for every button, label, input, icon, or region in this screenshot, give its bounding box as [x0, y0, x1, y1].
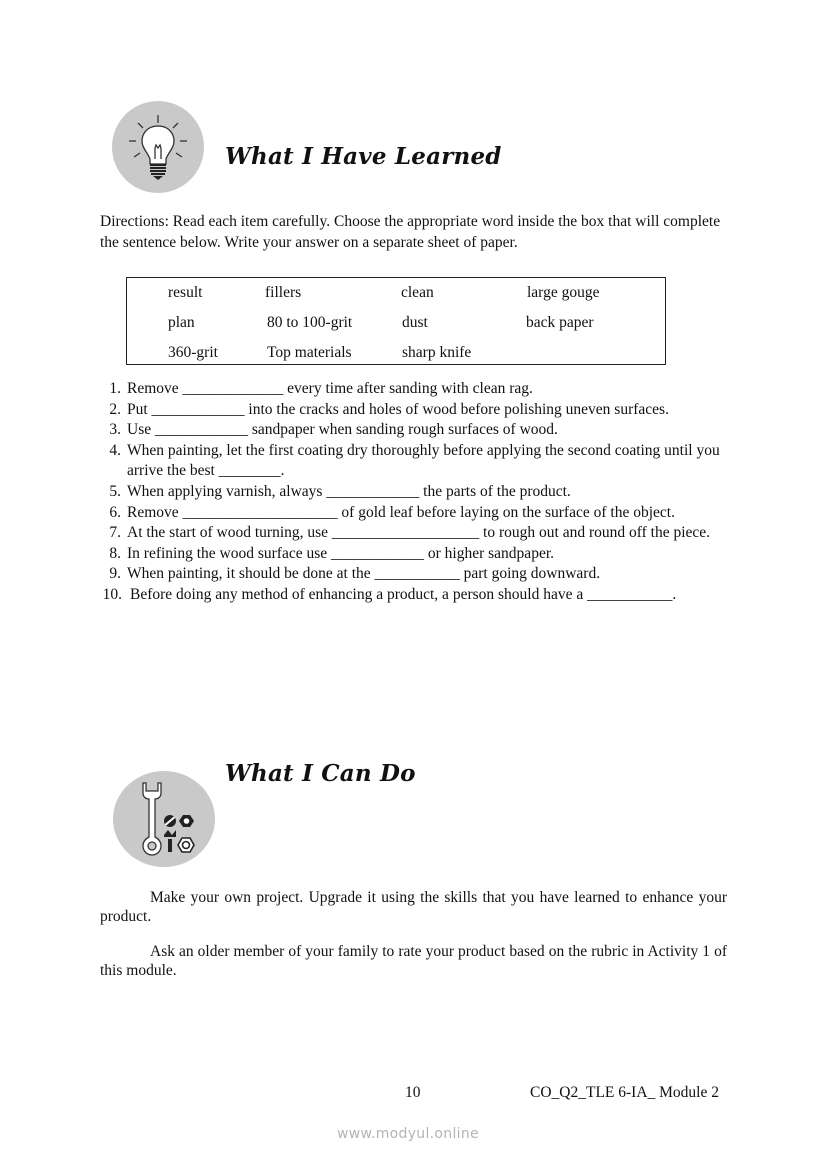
list-item: 5. When applying varnish, always ____________ the parts of the product.: [109, 482, 571, 500]
lightbulb-icon-badge: [112, 101, 204, 193]
word-choice: Top materials: [267, 344, 352, 361]
word-choice-box: [126, 277, 666, 365]
module-code: CO_Q2_TLE 6-IA_ Module 2: [530, 1084, 719, 1101]
directions-text: Directions: Read each item carefully. Choose the appropriate word inside the box that will complete the sentence below. Write your answer on a separate sheet of paper.: [100, 213, 721, 251]
watermark-link[interactable]: www.modyul.online: [337, 1126, 479, 1142]
item-text: When painting, it should be done at the ___________ part going downward.: [127, 565, 601, 583]
word-choice: 360-grit: [168, 344, 218, 361]
word-choice: clean: [401, 284, 434, 301]
lightbulb-icon: [112, 101, 204, 193]
word-choice: fillers: [265, 284, 302, 301]
list-item: 8. In refining the wood surface use ____________ or higher sandpaper.: [109, 544, 554, 562]
list-item: 9. When painting, it should be done at the ___________ part going downward.: [109, 565, 601, 583]
list-item: 3. Use ____________ sandpaper when sanding rough surfaces of wood.: [109, 421, 558, 439]
list-item: 7. At the start of wood turning, use ___________________ to rough out and round off the piece.: [109, 524, 711, 542]
word-choice: large gouge: [527, 284, 600, 301]
word-choice: dust: [402, 314, 428, 331]
activity-paragraph: Make your own project. Upgrade it using the skills that you have learned to enhance your product.: [100, 889, 727, 925]
item-text: Use ____________ sandpaper when sanding rough surfaces of wood.: [127, 421, 558, 439]
item-text: Remove _____________ every time after sanding with clean rag.: [127, 380, 533, 397]
item-text: When painting, let the first coating dry thoroughly before applying the second coating until you arrive the best ________.: [127, 441, 720, 480]
word-choice: back paper: [526, 314, 594, 331]
section-title-what-i-can-do: What I Can Do: [225, 760, 416, 787]
item-text: Before doing any method of enhancing a product, a person should have a ___________.: [130, 585, 677, 603]
item-text: Put ____________ into the cracks and holes of wood before polishing uneven surfaces.: [127, 400, 669, 418]
list-item: 6. Remove ____________________ of gold leaf before laying on the surface of the object.: [109, 503, 675, 521]
wrench-and-bolts-icon: [113, 771, 215, 867]
list-item: 1. Remove _____________ every time after sanding with clean rag.: [109, 380, 533, 397]
section-title-what-i-have-learned: What I Have Learned: [225, 143, 502, 170]
list-item: 10. Before doing any method of enhancing a product, a person should have a ___________.: [102, 585, 677, 603]
item-text: When applying varnish, always ____________ the parts of the product.: [127, 482, 571, 500]
list-item: 4. When painting, let the first coating dry thoroughly before applying the second coating until you arrive the best ________.: [109, 441, 720, 480]
word-choice: result: [168, 284, 203, 301]
word-choice: sharp knife: [402, 344, 472, 361]
fill-in-the-blank-list: [100, 379, 740, 606]
list-item: 2. Put ____________ into the cracks and holes of wood before polishing uneven surfaces.: [109, 400, 669, 418]
activity-paragraph: Ask an older member of your family to rate your product based on the rubric in Activity 1 of this module.: [100, 943, 727, 979]
word-choice: 80 to 100-grit: [267, 314, 353, 331]
item-text: At the start of wood turning, use ___________________ to rough out and round off the piece.: [127, 524, 711, 542]
item-text: In refining the wood surface use ____________ or higher sandpaper.: [127, 544, 554, 562]
page-number: 10: [405, 1084, 421, 1101]
word-choice: plan: [168, 314, 195, 331]
item-text: Remove ____________________ of gold leaf before laying on the surface of the object.: [127, 503, 675, 521]
tools-icon-badge: [113, 771, 215, 867]
